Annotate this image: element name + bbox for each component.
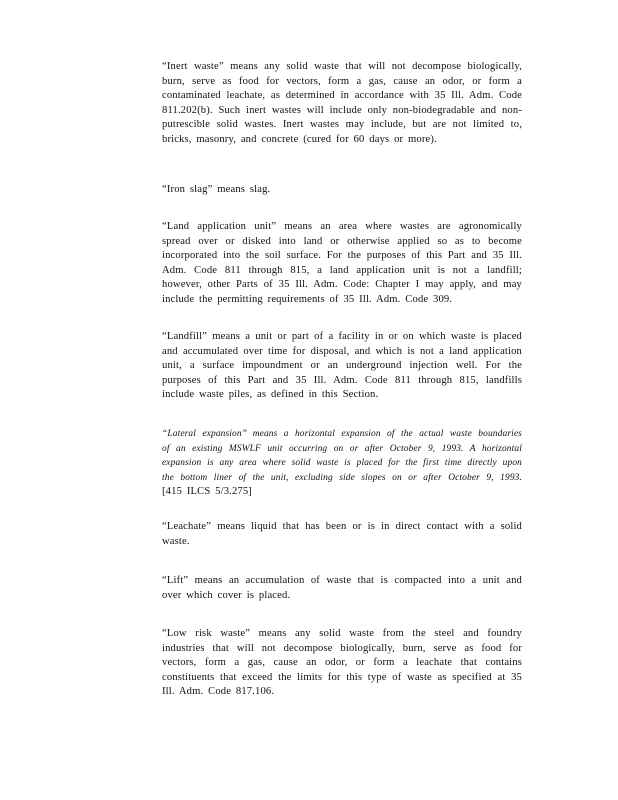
definition-term: “Lateral expansion” (162, 429, 248, 439)
definition-text: means any solid waste that will not decompose biologically, burn, serve as food for vectors, form a gas, cause an odor, or form a contaminated leachate, as determined in accordance with 35 Ill. Adm. Code 811.202(b). Such inert wastes will include only non-biodegradable and non-putrescible solid wastes. Inert wastes may include, but are not limited to, bricks, masonry, and concrete (cured for 60 days or more). (162, 61, 522, 145)
definition-land-application-unit (162, 220, 522, 308)
definition-term: “Leachate” (162, 521, 212, 532)
definition-text: means liquid that has been or is in direct contact with a solid waste. (162, 521, 522, 547)
definition-low-risk-waste (162, 627, 522, 700)
definition-term: “Iron slag” (162, 184, 213, 195)
definition-lift (162, 574, 522, 603)
definition-term: “Inert waste” (162, 61, 224, 72)
definition-text: means an accumulation of waste that is compacted into a unit and over which cover is placed. (162, 575, 522, 601)
definition-landfill (162, 330, 522, 403)
definition-text: means a horizontal expansion of the actual waste boundaries of an existing MSWLF unit occurring on or after October 9, 1993. A horizontal expansion is any area where solid waste is placed for the first time directly upon the bottom liner of the unit, excluding side slopes on or after October 9, 1993. (162, 429, 522, 483)
definition-term: “Low risk waste” (162, 628, 251, 639)
definition-lateral-expansion (162, 427, 522, 500)
definition-text: means an area where wastes are agronomically spread over or disked into land or otherwise applied so as to become incorporated into the soil surface. For the purposes of this Part and 35 Ill. Adm. Code 811 through 815, a land application unit is not a landfill; however, other Parts of 35 Ill. Adm. Code: Chapter I may apply, and may include the permitting requirements of 35 Ill. Adm. Code 309. (162, 221, 522, 305)
definition-term: “Landfill” (162, 331, 208, 342)
definition-inert-waste (162, 60, 522, 148)
definition-iron-slag (162, 183, 522, 198)
definition-text: means slag. (217, 184, 271, 195)
statute-citation: [415 ILCS 5/3.275] (162, 486, 252, 498)
definition-text: means a unit or part of a facility in or on which waste is placed and accumulated over time for disposal, and which is not a land application unit, a surface impoundment or an underground injection well. For the purposes of this Part and 35 Ill. Adm. Code 811 through 815, landfills include waste piles, as defined in this Section. (162, 331, 522, 401)
definition-text: means any solid waste from the steel and foundry industries that will not decompose biologically, burn, serve as food for vectors, form a gas, cause an odor, or form a leachate that contains constituents that exceed the limits for this type of waste as specified at 35 Ill. Adm. Code 817.106. (162, 628, 522, 698)
definition-leachate (162, 520, 522, 549)
definition-term: “Lift” (162, 575, 189, 586)
definition-term: “Land application unit” (162, 221, 277, 232)
